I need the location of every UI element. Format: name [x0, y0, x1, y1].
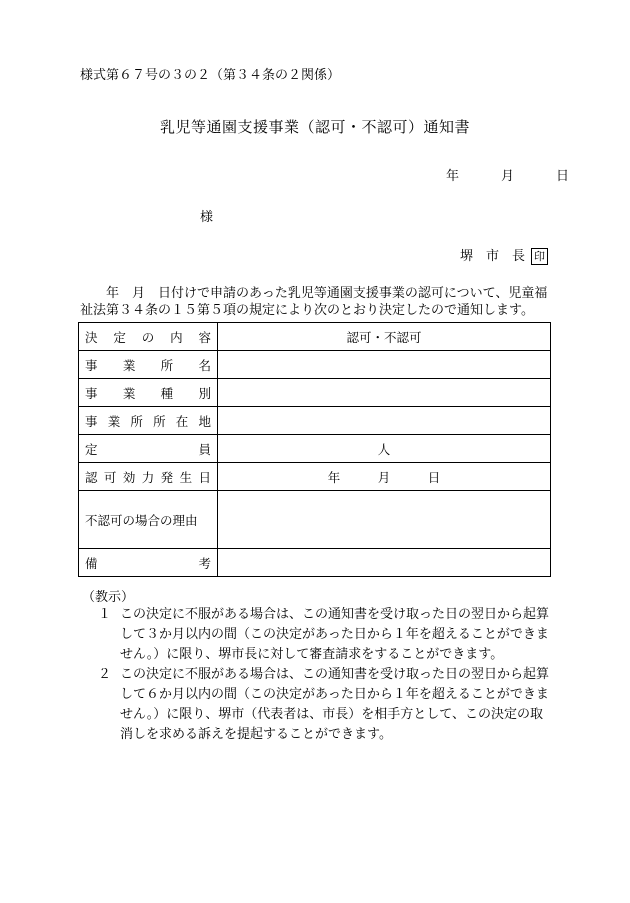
notice-heading: （教示）: [82, 590, 135, 605]
table-row: [79, 323, 551, 351]
row-value: 人: [218, 435, 551, 463]
decision-table: [78, 322, 551, 577]
row-value: [218, 407, 551, 435]
seal-mark: 印: [531, 248, 548, 265]
notice-item-text: この決定に不服がある場合は、この通知書を受け取った日の翌日から起算: [120, 667, 550, 682]
row-label: 認可効力発生日: [79, 463, 218, 491]
row-value: 年 月 日: [218, 463, 551, 491]
row-label: 不認可の場合の理由: [79, 491, 218, 549]
table-row: [79, 491, 551, 549]
body-text: 年 月 日付けで申請のあった乳児等通園支援事業の認可について、児童福祉法第３４条の１５第５項の規定により次のとおり決定したので通知します。: [80, 286, 548, 318]
addressee: 様: [200, 210, 214, 225]
date-year: 年: [446, 169, 460, 184]
date-line: [446, 165, 569, 184]
notice-item-1: [98, 605, 554, 665]
table-row: [79, 549, 551, 577]
table-row: [79, 407, 551, 435]
date-month: 月: [501, 169, 515, 184]
notice-item-text-cont: して６か月以内の間（この決定があった日から１年を超えることができません。）に限り、堺市（代表者は、市長）を相手方として、この決定の取消しを求める訴えを提起することができます。: [120, 687, 549, 742]
form-number: 様式第６７号の３の２（第３４条の２関係）: [80, 68, 341, 83]
row-value: [218, 351, 551, 379]
table-row: [79, 435, 551, 463]
table-row: [79, 351, 551, 379]
row-label: 事業種別: [79, 379, 218, 407]
row-label: 事業所名: [79, 351, 218, 379]
row-value: [218, 379, 551, 407]
notice-item-2: [98, 665, 554, 745]
row-value: [218, 491, 551, 549]
row-label: 備考: [79, 549, 218, 577]
issuer-name: 堺 市 長: [460, 249, 526, 264]
row-value: [218, 549, 551, 577]
table-row: [79, 463, 551, 491]
date-day: 日: [556, 169, 570, 184]
document-title: 乳児等通園支援事業（認可・不認可）通知書: [159, 118, 470, 136]
notice-item-text-cont: して３か月以内の間（この決定があった日から１年を超えることができません。）に限り、堺市長に対して審査請求をすることができます。: [120, 627, 549, 662]
issuer: [460, 245, 548, 265]
row-label: 事業所所在地: [79, 407, 218, 435]
notice-item-number: ２: [98, 667, 112, 682]
table-row: [79, 379, 551, 407]
row-label: 定員: [79, 435, 218, 463]
notice-item-text: この決定に不服がある場合は、この通知書を受け取った日の翌日から起算: [120, 607, 550, 622]
row-value: 認可・不認可: [218, 323, 551, 351]
notice-item-number: １: [98, 607, 112, 622]
row-label: 決定の内容: [79, 323, 218, 351]
